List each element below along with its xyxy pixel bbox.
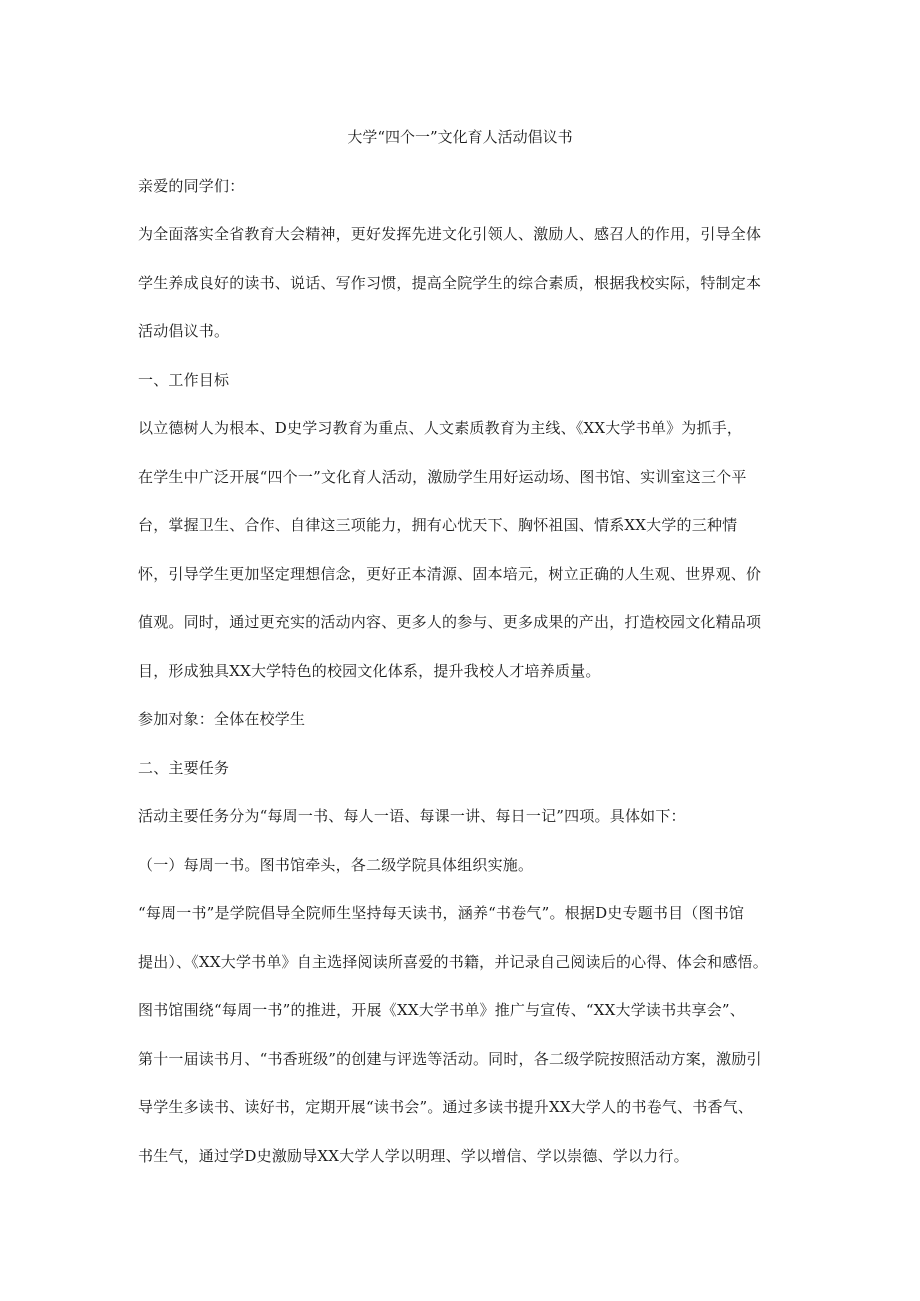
goals-line: 目，形成独具XX大学特色的校园文化体系，提升我校人才培养质量。 [138, 662, 601, 680]
weekly-book-line: 书生气，通过学D史激励导XX大学人学以明理、学以增信、学以崇德、学以力行。 [138, 1147, 689, 1165]
weekly-book-line: 第十一届读书月、“书香班级”的创建与评选等活动。同时，各二级学院按照活动方案，激励引 [138, 1050, 762, 1068]
intro-line: 为全面落实全省教育大会精神，更好发挥先进文化引领人、激励人、感召人的作用，引导全体 [138, 225, 762, 243]
weekly-book-line: “每周一书”是学院倡导全院师生坚持每天读书，涵养“书卷气”。根据D史专题书目（图书馆 [138, 904, 745, 922]
intro-line: 学生养成良好的读书、说话、写作习惯，提高全院学生的综合素质，根据我校实际，特制定本 [138, 274, 762, 292]
intro-line: 活动倡议书。 [138, 322, 230, 340]
weekly-book-line: 提出）、《XX大学书单》自主选择阅读所喜爱的书籍，并记录自己阅读后的心得、体会和感悟。 [138, 953, 768, 971]
section-heading-tasks: 二、主要任务 [138, 759, 230, 777]
weekly-book-line: 导学生多读书、读好书，定期开展“读书会”。通过多读书提升XX大学人的书卷气、书香气、 [138, 1098, 754, 1116]
section-heading-goals: 一、工作目标 [138, 371, 230, 389]
subsection-heading-weekly-book: （一）每周一书。图书馆牵头，各二级学院具体组织实施。 [138, 856, 534, 874]
weekly-book-line: 图书馆围绕“每周一书”的推进，开展《XX大学书单》推广与宣传、“XX大学读书共享会”、 [138, 1001, 745, 1019]
participants: 参加对象：全体在校学生 [138, 710, 306, 728]
goals-line: 值观。同时，通过更充实的活动内容、更多人的参与、更多成果的产出，打造校园文化精品项 [138, 613, 762, 631]
goals-line: 以立德树人为根本、D史学习教育为重点、人文素质教育为主线、《XX大学书单》为抓手， [138, 419, 743, 437]
document-title: 大学“四个一”文化育人活动倡议书 [347, 128, 573, 146]
goals-line: 台，掌握卫生、合作、自律这三项能力，拥有心忧天下、胸怀祖国、情系XX大学的三种情 [138, 516, 738, 534]
salutation: 亲爱的同学们： [138, 177, 245, 195]
goals-line: 在学生中广泛开展“四个一”文化育人活动，激励学生用好运动场、图书馆、实训室这三个平 [138, 468, 747, 486]
tasks-intro: 活动主要任务分为“每周一书、每人一语、每课一讲、每日一记”四项。具体如下： [138, 807, 686, 825]
goals-line: 怀，引导学生更加坚定理想信念，更好正本清源、固本培元，树立正确的人生观、世界观、价 [138, 565, 762, 583]
